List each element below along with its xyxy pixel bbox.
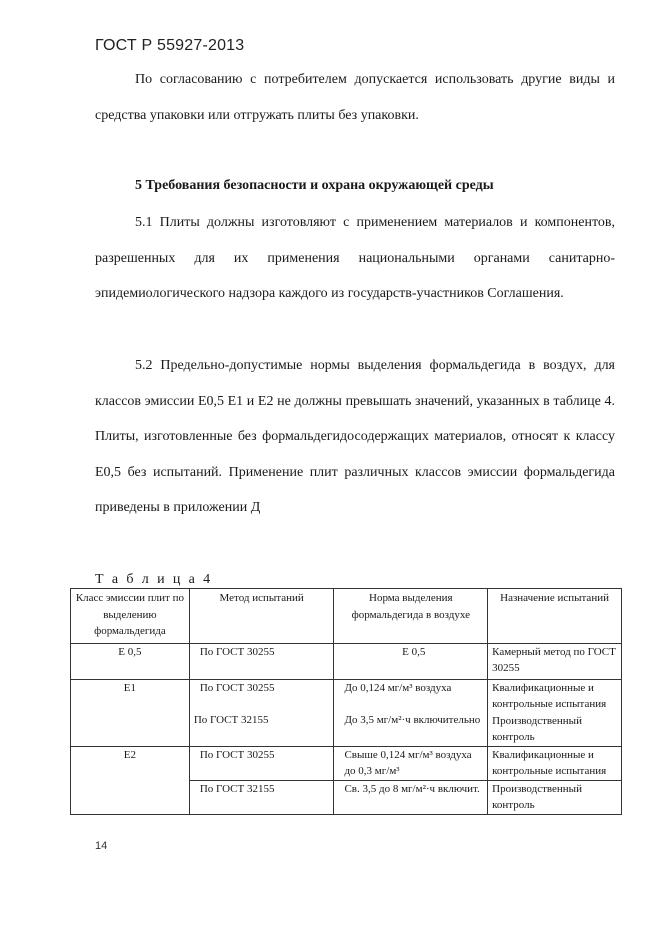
cell-method: По ГОСТ 30255 <box>189 643 334 679</box>
paragraph-5-2: 5.2 Предельно-допустимые нормы выделения формальдегида в воздух, для классов эмиссии Е0,5 Е1 и Е2 не должны превышать значений, указанных в таблице 4. Плиты, изготовленные без формальдегидосодержащих материалов, относят к классу Е0,5 без испытаний. Применение плит различных классов эмиссии формальдегида приведены в приложении Д <box>95 358 615 515</box>
header-emission-norm: Норма выделения формальдегида в воздухе <box>334 589 488 644</box>
method-line-1: По ГОСТ 30255 <box>199 681 275 694</box>
norm-line-2: До 3,5 мг/м²·ч включительно <box>344 714 481 726</box>
emission-norms-table <box>70 588 622 815</box>
table-row <box>71 679 622 746</box>
cell-purpose: Производственный контроль <box>488 780 622 814</box>
table-caption: Т а б л и ц а 4 <box>95 572 213 587</box>
header-test-method: Метод испытаний <box>189 589 334 644</box>
cell-method: По ГОСТ 32155 <box>189 780 334 814</box>
page-number: 14 <box>95 840 108 852</box>
purpose-line-2: Производственный контроль <box>492 714 582 743</box>
cell-method: По ГОСТ 30255 <box>189 746 334 780</box>
table-row <box>71 746 622 780</box>
cell-class: Е2 <box>71 746 190 814</box>
norm-line-1: До 0,124 мг/м³ воздуха <box>344 681 452 694</box>
section-heading: 5 Требования безопасности и охрана окружающей среды <box>135 178 494 193</box>
header-emission-class: Класс эмиссии плит по выделению формальдегида <box>71 589 190 644</box>
header-test-purpose: Назначение испытаний <box>488 589 622 644</box>
cell-class: Е 0,5 <box>71 643 190 679</box>
cell-purpose <box>488 679 622 746</box>
cell-class: Е1 <box>71 679 190 746</box>
purpose-line-1: Квалификационные и контрольные испытания <box>492 681 607 710</box>
cell-purpose: Камерный метод по ГОСТ 30255 <box>488 643 622 679</box>
paragraph-5-1: 5.1 Плиты должны изготовляют с применением материалов и компонентов, разрешенных для их применения национальными органами санитарно-эпидемиологического надзора каждого из государств-участников Соглашения. <box>95 215 615 301</box>
document-header: ГОСТ Р 55927-2013 <box>95 37 245 54</box>
cell-purpose: Квалификационные и контрольные испытания <box>488 746 622 780</box>
cell-method <box>189 679 334 746</box>
intro-paragraph: По согласованию с потребителем допускается использовать другие виды и средства упаковки или отгружать плиты без упаковки. <box>95 72 615 123</box>
method-line-2: По ГОСТ 32155 <box>193 714 269 726</box>
table-row <box>71 643 622 679</box>
table-header-row <box>71 589 622 644</box>
cell-norm: Свыше 0,124 мг/м³ воздуха до 0,3 мг/м³ <box>334 746 488 780</box>
cell-norm: Св. 3,5 до 8 мг/м²·ч включит. <box>334 780 488 814</box>
cell-norm <box>334 679 488 746</box>
cell-norm: Е 0,5 <box>334 643 488 679</box>
